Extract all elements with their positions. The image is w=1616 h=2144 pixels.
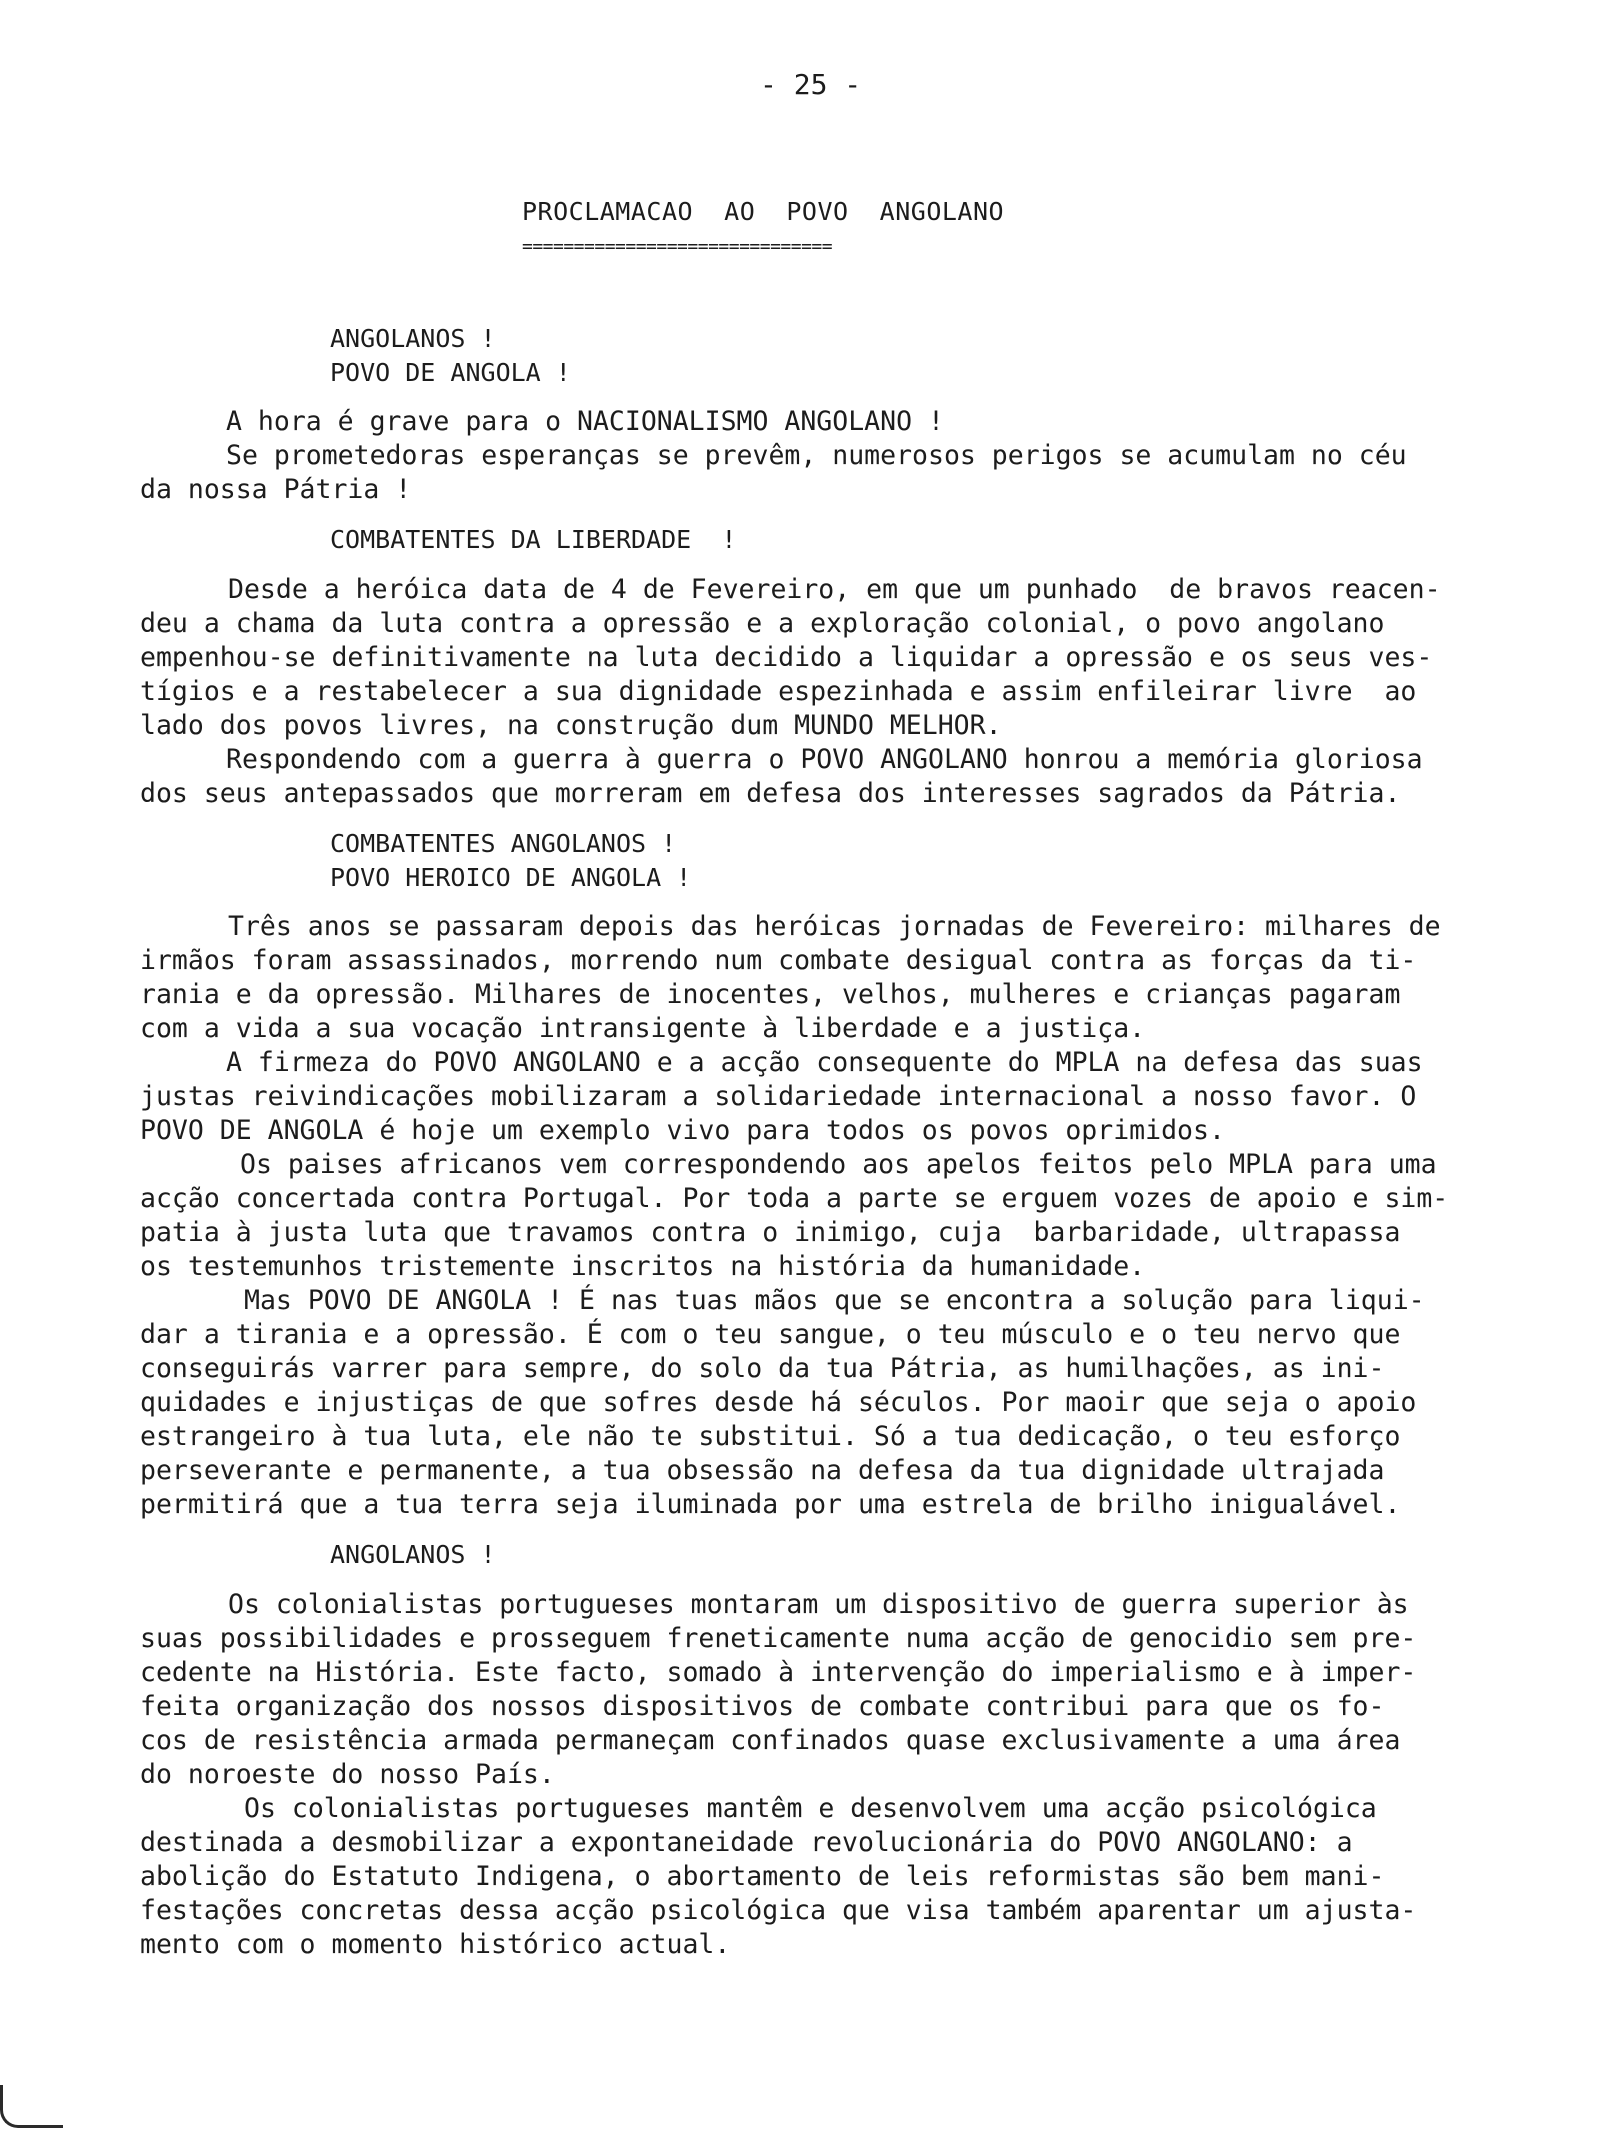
text-line: abolição do Estatuto Indigena, o abortamento de leis reformistas são bem mani- xyxy=(140,1861,1385,1892)
text-line: Mas POVO DE ANGOLA ! É nas tuas mãos que se encontra a solução para liqui- xyxy=(244,1285,1425,1316)
text-line: rania e da opressão. Milhares de inocentes, velhos, mulheres e crianças pagaram xyxy=(140,979,1401,1010)
text-line: estrangeiro à tua luta, ele não te substitui. Só a tua dedicação, o teu esforço xyxy=(140,1421,1401,1452)
heading-combatentes-da-liberdade: COMBATENTES DA LIBERDADE ! xyxy=(330,525,737,554)
text-line: acção concertada contra Portugal. Por toda a parte se erguem vozes de apoio e sim- xyxy=(140,1183,1449,1214)
text-line: perseverante e permanente, a tua obsessão na defesa da tua dignidade ultrajada xyxy=(140,1455,1385,1486)
page-number: - 25 - xyxy=(760,68,862,101)
salutation-angolanos: ANGOLANOS ! xyxy=(330,324,496,353)
text-line: lado dos povos livres, na construção dum MUNDO MELHOR. xyxy=(140,710,1002,741)
salutation-povo-de-angola: POVO DE ANGOLA ! xyxy=(330,358,571,387)
heading-povo-heroico: POVO HEROICO DE ANGOLA ! xyxy=(330,863,692,892)
text-line: A firmeza do POVO ANGOLANO e a acção consequente do MPLA na defesa das suas xyxy=(226,1047,1423,1078)
text-line: com a vida a sua vocação intransigente à liberdade e a justiça. xyxy=(140,1013,1146,1044)
text-line: patia à justa luta que travamos contra o inimigo, cuja barbaridade, ultrapassa xyxy=(140,1217,1401,1248)
text-line: Os paises africanos vem correspondendo aos apelos feitos pelo MPLA para uma xyxy=(240,1149,1437,1180)
text-line: Os colonialistas portugueses montaram um dispositivo de guerra superior às xyxy=(228,1589,1409,1620)
text-line: Respondendo com a guerra à guerra o POVO ANGOLANO honrou a memória gloriosa xyxy=(226,744,1423,775)
text-line: Três anos se passaram depois das heróicas jornadas de Fevereiro: milhares de xyxy=(228,911,1441,942)
text-line: permitirá que a tua terra seja iluminada por uma estrela de brilho inigualável. xyxy=(140,1489,1401,1520)
text-line: Desde a heróica data de 4 de Fevereiro, em que um punhado de bravos reacen- xyxy=(228,574,1441,605)
title-underline: ============================== xyxy=(522,236,833,257)
document-title: PROCLAMACAO AO POVO ANGOLANO xyxy=(522,197,1005,226)
heading-angolanos: ANGOLANOS ! xyxy=(330,1540,496,1569)
text-line: quidades e injustiças de que sofres desde há séculos. Por maoir que seja o apoio xyxy=(140,1387,1417,1418)
heading-combatentes-angolanos: COMBATENTES ANGOLANOS ! xyxy=(330,829,677,858)
text-line: irmãos foram assassinados, morrendo num combate desigual contra as forças da ti- xyxy=(140,945,1417,976)
text-line: justas reivindicações mobilizaram a solidariedade internacional a nosso favor. O xyxy=(140,1081,1417,1112)
text-line: A hora é grave para o NACIONALISMO ANGOLANO ! xyxy=(226,406,944,437)
text-line: POVO DE ANGOLA é hoje um exemplo vivo para todos os povos oprimidos. xyxy=(140,1115,1225,1146)
text-line: dos seus antepassados que morreram em defesa dos interesses sagrados da Pátria. xyxy=(140,778,1401,809)
page-corner-mark xyxy=(0,2085,63,2128)
text-line: empenhou-se definitivamente na luta decidido a liquidar a opressão e os seus ves- xyxy=(140,642,1433,673)
text-line: do noroeste do nosso País. xyxy=(140,1759,555,1790)
text-line: da nossa Pátria ! xyxy=(140,474,412,505)
text-line: Se prometedoras esperanças se prevêm, numerosos perigos se acumulam no céu xyxy=(226,440,1407,471)
text-line: mento com o momento histórico actual. xyxy=(140,1929,731,1960)
text-line: os testemunhos tristemente inscritos na história da humanidade. xyxy=(140,1251,1146,1282)
text-line: festações concretas dessa acção psicológica que visa também aparentar um ajusta- xyxy=(140,1895,1417,1926)
text-line: cedente na História. Este facto, somado à intervenção do imperialismo e à imper- xyxy=(140,1657,1417,1688)
text-line: Os colonialistas portugueses mantêm e desenvolvem uma acção psicológica xyxy=(244,1793,1377,1824)
text-line: feita organização dos nossos dispositivos de combate contribui para que os fo- xyxy=(140,1691,1385,1722)
text-line: cos de resistência armada permaneçam confinados quase exclusivamente a uma área xyxy=(140,1725,1401,1756)
text-line: suas possibilidades e prosseguem freneticamente numa acção de genocidio sem pre- xyxy=(140,1623,1417,1654)
text-line: deu a chama da luta contra a opressão e a exploração colonial, o povo angolano xyxy=(140,608,1385,639)
text-line: tígios e a restabelecer a sua dignidade espezinhada e assim enfileirar livre ao xyxy=(140,676,1417,707)
text-line: dar a tirania e a opressão. É com o teu sangue, o teu músculo e o teu nervo que xyxy=(140,1319,1401,1350)
text-line: destinada a desmobilizar a expontaneidade revolucionária do POVO ANGOLANO: a xyxy=(140,1827,1353,1858)
text-line: conseguirás varrer para sempre, do solo da tua Pátria, as humilhações, as ini- xyxy=(140,1353,1385,1384)
